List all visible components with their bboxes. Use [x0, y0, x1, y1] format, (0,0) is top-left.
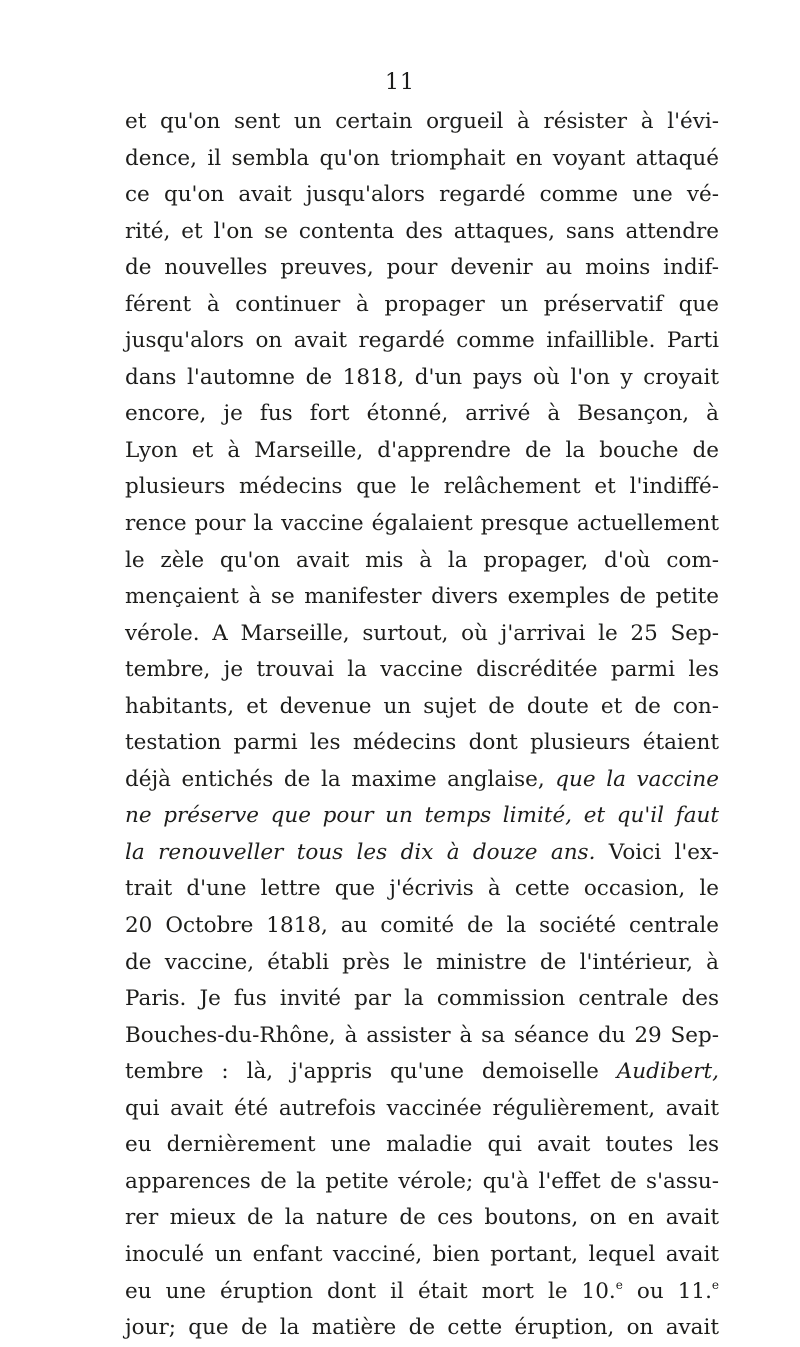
text-run: jour; que de la matière de cette éruption, on avait: [125, 1315, 719, 1341]
text-run: testation parmi les médecins dont plusieurs étaient: [125, 730, 719, 756]
text-run: vérole. A Marseille, surtout, où j'arrivai le 25 Sep-: [125, 620, 719, 646]
text-line: [125, 506, 719, 543]
italic-run: que la vaccine: [555, 766, 719, 792]
text-run: de vaccine, établi près le ministre de l'intérieur, à: [125, 949, 719, 975]
text-line: [125, 725, 719, 762]
text-run: de nouvelles preuves, pour devenir au moins indif-: [125, 255, 719, 281]
text-line: [125, 1054, 719, 1091]
text-run: Voici l'ex-: [595, 839, 719, 865]
text-line: [125, 1200, 719, 1237]
text-line: [125, 1091, 719, 1128]
text-line: [125, 1127, 719, 1164]
text-line: [125, 543, 719, 580]
text-run: le zèle qu'on avait mis à la propager, d'où com-: [125, 547, 719, 573]
body-text: [125, 104, 719, 1347]
text-line: [125, 762, 719, 799]
text-run: eu une éruption dont il était mort le 10.: [125, 1278, 616, 1304]
text-run: qui avait été autrefois vaccinée régulièrement, avait: [125, 1095, 719, 1121]
text-line: [125, 1018, 719, 1055]
text-run: jusqu'alors on avait regardé comme infaillible. Parti: [125, 328, 719, 354]
text-run: ce qu'on avait jusqu'alors regardé comme une vé-: [125, 182, 719, 208]
text-run: Paris. Je fus invité par la commission centrale des: [125, 986, 719, 1012]
text-line: [125, 908, 719, 945]
text-line: [125, 360, 719, 397]
text-line: [125, 433, 719, 470]
text-run: encore, je fus fort étonné, arrivé à Besançon, à: [125, 401, 719, 427]
text-line: [125, 1237, 719, 1274]
text-run: dans l'automne de 1818, d'un pays où l'on y croyait: [125, 364, 719, 390]
text-line: [125, 1274, 719, 1311]
text-run: Lyon et à Marseille, d'apprendre de la bouche de: [125, 437, 719, 463]
text-run: trait d'une lettre que j'écrivis à cette occasion, le: [125, 876, 719, 902]
text-run: férent à continuer à propager un préservatif que: [125, 291, 719, 317]
text-run: mençaient à se manifester divers exemples de petite: [125, 584, 719, 610]
text-run: rité, et l'on se contenta des attaques, sans attendre: [125, 218, 719, 244]
text-run: déjà entichés de la maxime anglaise,: [125, 766, 556, 792]
text-line: [125, 141, 719, 178]
text-run: ou 11.: [622, 1278, 712, 1304]
text-line: [125, 945, 719, 982]
text-line: [125, 616, 719, 653]
text-line: [125, 396, 719, 433]
text-line: [125, 469, 719, 506]
text-line: [125, 250, 719, 287]
text-run: et qu'on sent un certain orgueil à résister à l'évi-: [125, 109, 719, 134]
text-run: apparences de la petite vérole; qu'à l'effet de s'assu-: [125, 1168, 719, 1194]
italic-run: la renouveller tous les dix à douze ans.: [125, 839, 596, 865]
text-line: [125, 323, 719, 360]
text-run: habitants, et devenue un sujet de doute et de con-: [125, 693, 719, 719]
text-run: dence, il sembla qu'on triomphait en voyant attaqué: [125, 145, 719, 171]
superscript: e: [615, 1277, 623, 1292]
text-line: [125, 177, 719, 214]
text-line: [125, 689, 719, 726]
text-run: inoculé un enfant vacciné, bien portant, lequel avait: [125, 1241, 719, 1267]
text-line: [125, 981, 719, 1018]
text-run: Bouches-du-Rhône, à assister à sa séance du 29 Sep-: [125, 1022, 719, 1048]
italic-run: ne préserve que pour un temps limité, et qu'il faut: [125, 803, 719, 829]
text-run: 20 Octobre 1818, au comité de la société centrale: [125, 913, 719, 939]
superscript: e: [711, 1277, 720, 1292]
text-line: [125, 214, 719, 251]
text-run: rence pour la vaccine égalaient presque actuellement: [125, 511, 719, 537]
text-line: [125, 1164, 719, 1201]
page-number: 11: [385, 70, 415, 95]
text-run: eu dernièrement une maladie qui avait toutes les: [125, 1132, 719, 1158]
text-run: tembre, je trouvai la vaccine discréditée parmi les: [125, 657, 719, 683]
text-run: plusieurs médecins que le relâchement et l'indiffé-: [125, 474, 719, 500]
text-line: [125, 104, 719, 141]
text-run: rer mieux de la nature de ces boutons, on en avait: [125, 1205, 719, 1231]
text-line: [125, 798, 719, 835]
text-run: tembre : là, j'appris qu'une demoiselle: [125, 1059, 617, 1085]
text-line: [125, 835, 719, 872]
text-line: [125, 652, 719, 689]
italic-run: Audibert,: [616, 1059, 719, 1085]
text-line: [125, 579, 719, 616]
text-line: [125, 871, 719, 908]
text-line: [125, 287, 719, 324]
text-line: [125, 1310, 719, 1347]
